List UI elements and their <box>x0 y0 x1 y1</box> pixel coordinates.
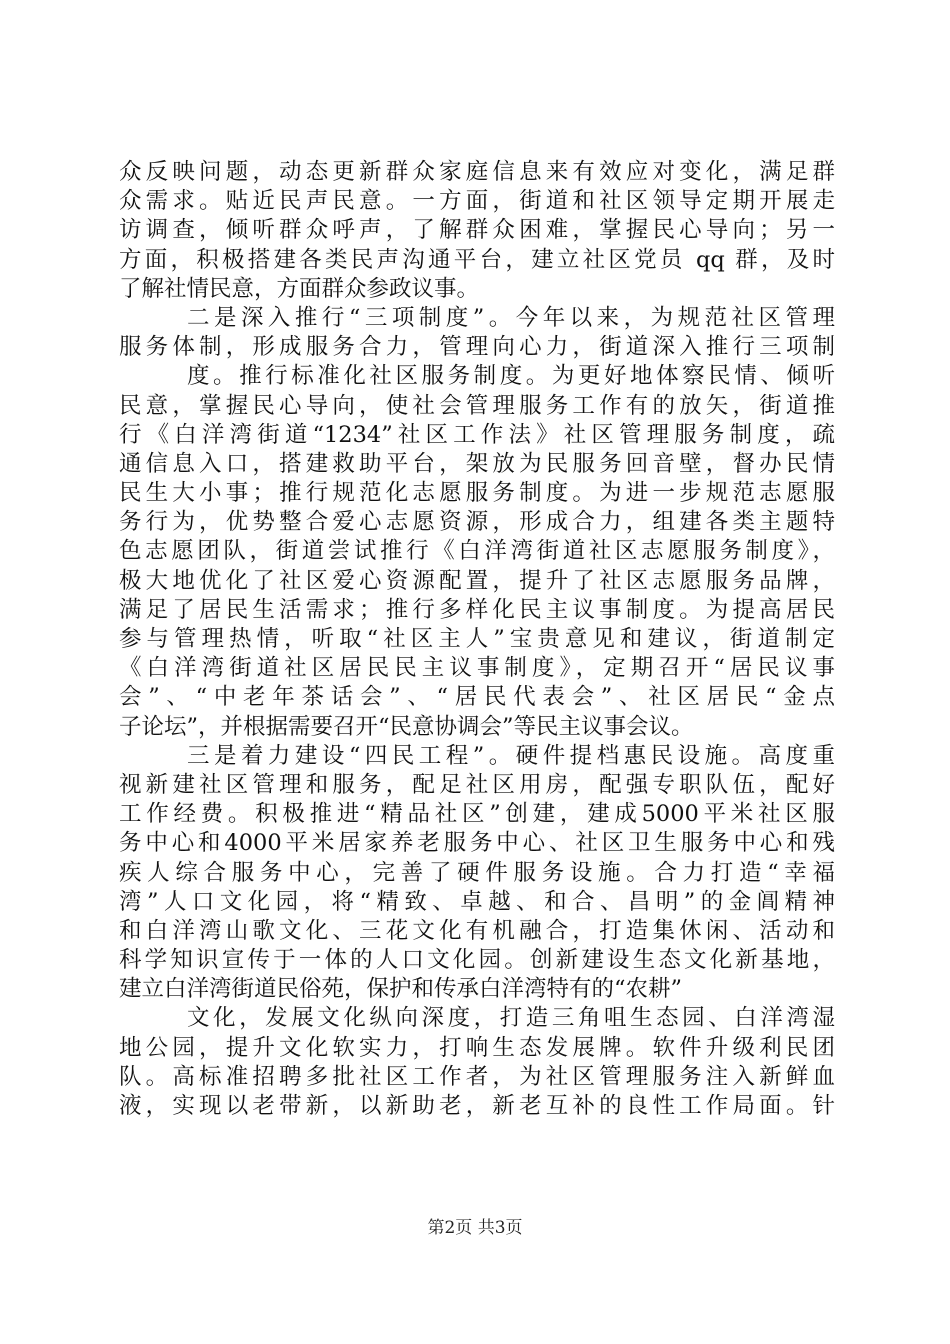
text-line: 极大地优化了社区爱心资源配置，提升了社区志愿服务品牌， <box>119 567 835 594</box>
text-line: 湾”人口文化园，将“精致、卓越、和合、昌明”的金阊精神 <box>119 888 835 915</box>
text-line: 了解社情民意，方面群众参政议事。 <box>119 275 480 302</box>
text-line: 科学知识宣传于一体的人口文化园。创新建设生态文化新基地， <box>119 947 835 974</box>
text-line: 工作经费。积极推进“精品社区”创建，建成5000平米社区服 <box>119 801 835 828</box>
text-line: 众需求。贴近民声民意。一方面，街道和社区领导定期开展走 <box>119 188 835 215</box>
text-line: 子论坛”，并根据需要召开“民意协调会”等民主议事会议。 <box>119 713 694 740</box>
text-line: 文化，发展文化纵向深度，打造三角咀生态园、白洋湾湿 <box>187 1005 835 1032</box>
page-footer <box>0 1213 950 1238</box>
text-line: 队。高标准招聘多批社区工作者，为社区管理服务注入新鲜血 <box>119 1063 835 1090</box>
text-line: 色志愿团队，街道尝试推行《白洋湾街道社区志愿服务制度》， <box>119 538 835 565</box>
text-line: 会”、“中老年茶话会”、“居民代表会”、社区居民“金点 <box>119 684 835 711</box>
page-number: 第2页 共3页 <box>427 1218 523 1238</box>
text-line: 《白洋湾街道社区居民民主议事制度》，定期召开“居民议事 <box>119 655 835 682</box>
text-line: 地公园，提升文化软实力，打响生态发展牌。软件升级利民团 <box>119 1034 835 1061</box>
text-line: 参与管理热情，听取“社区主人”宝贵意见和建议，街道制定 <box>119 626 835 652</box>
text-line: 民生大小事；推行规范化志愿服务制度。为进一步规范志愿服 <box>119 480 835 507</box>
text-line: 视新建社区管理和服务，配足社区用房，配强专职队伍，配好 <box>119 771 835 798</box>
text-line: 液，实现以老带新，以新助老，新老互补的良性工作局面。针 <box>119 1093 835 1119</box>
text-line: 疾人综合服务中心，完善了硬件服务设施。合力打造“幸福 <box>119 859 835 886</box>
text-line: 通信息入口，搭建救助平台，架放为民服务回音壁，督办民情 <box>119 450 835 477</box>
text-line: 众反映问题，动态更新群众家庭信息来有效应对变化，满足群 <box>119 159 835 185</box>
text-line: 和白洋湾山歌文化、三花文化有机融合，打造集休闲、活动和 <box>119 917 835 944</box>
text-line: 访调查，倾听群众呼声，了解群众困难，掌握民心导向；另一 <box>119 217 835 244</box>
text-line: 满足了居民生活需求；推行多样化民主议事制度。为提高居民 <box>119 596 835 623</box>
text-line: 度。推行标准化社区服务制度。为更好地体察民情、倾听 <box>187 363 835 390</box>
text-line: 民意，掌握民心导向，使社会管理服务工作有的放矢，街道推 <box>119 392 835 419</box>
text-line: 建立白洋湾街道民俗苑，保护和传承白洋湾特有的“农耕” <box>119 976 683 1003</box>
document-body <box>119 158 835 1121</box>
text-line: 务行为，优势整合爱心志愿资源，形成合力，组建各类主题特 <box>119 509 835 536</box>
text-line: 务中心和4000平米居家养老服务中心、社区卫生服务中心和残 <box>119 830 835 857</box>
text-line: 二是深入推行“三项制度”。今年以来，为规范社区管理 <box>187 304 835 331</box>
text-line: 行《白洋湾街道“1234”社区工作法》社区管理服务制度，疏 <box>119 421 835 448</box>
text-line: 方面，积极搭建各类民声沟通平台，建立社区党员 qq 群，及时 <box>119 246 835 273</box>
text-line: 服务体制，形成服务合力，管理向心力，街道深入推行三项制 <box>119 334 835 361</box>
text-line: 三是着力建设“四民工程”。硬件提档惠民设施。高度重 <box>187 742 835 769</box>
